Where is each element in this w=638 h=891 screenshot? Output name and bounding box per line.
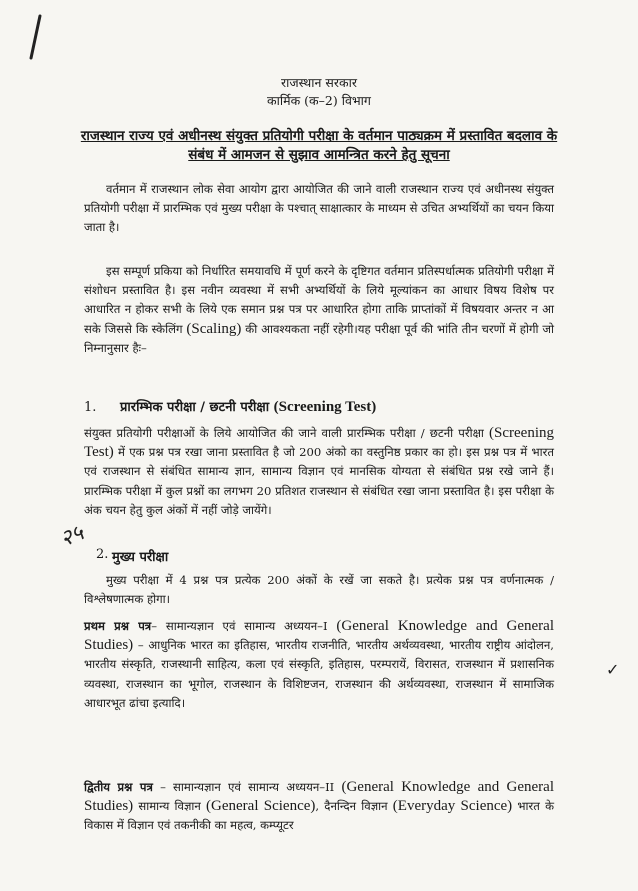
paper2-text-b: सामान्य विज्ञान bbox=[133, 799, 207, 814]
section2-title: मुख्य परीक्षा bbox=[112, 550, 169, 565]
section1-text-b: में एक प्रश्न पत्र रखा जाना प्रस्तावित है जो 200 अंको का वस्तुनिष्ठ प्रकार का हो। इस प्रश्न पत्र में भारत एवं राजस्थान से संबंधित सामान्य ज्ञान, सामान्य विज्ञान एवं मानसिक योग्यता से संबंधित प्रश्न रखे जाने हैं। प्रारम्भिक परीक्षा में कुल प्रश्नों का लगभग 20 प्रतिशत राजस्थान से संबंधित रखा जाना प्रस्तावित है। इस परीक्षा के अंक चयन हेतु कुल अंकों में नहीं जोड़े जायेंगे। bbox=[84, 445, 554, 517]
paper2-text-latin1: (General Knowledge and General Studies) bbox=[84, 779, 554, 815]
notice-title: राजस्थान राज्य एवं अधीनस्थ संयुक्त प्रतियोगी परीक्षा के वर्तमान पाठ्यक्रम में प्रस्तावित बदलाव के संबंध में आमजन से सुझाव आमन्त्रित करने हेतु सूचना bbox=[80, 128, 558, 163]
handwritten-slash-mark bbox=[29, 14, 41, 60]
paper2-text-d: भारत के विकास में विज्ञान एवं तकनीकी का महत्व, कम्प्यूटर bbox=[84, 799, 554, 833]
section1-text-a: संयुक्त प्रतियोगी परीक्षाओं के लिये आयोजित की जाने वाली प्रारम्भिक परीक्षा / छटनी परीक्षा bbox=[84, 426, 490, 440]
paper1-text-b: – आधुनिक भारत का इतिहास, भारतीय राजनीति, भारतीय अर्थव्यवस्था, भारतीय राष्ट्रीय आंदोलन, भारतीय संस्कृति, राजस्थानी साहित्य, कला एवं संस्कृति, इतिहास, परम्परायें, विरासत, राजस्थान में प्रशासनिक व्यवस्था, राजस्थान का भूगोल, राजस्थान के विशिष्टजन, राजस्थान की अर्थव्यवस्था, राजस्थान में सामाजिक आधारभूत ढांचा इत्यादि। bbox=[84, 638, 555, 710]
process-text-b: की आवश्यकता नहीं रहेगी।यह परीक्षा पूर्व की भांति तीन चरणों में होगी जो निम्नानुसार हैः– bbox=[84, 321, 555, 355]
process-paragraph bbox=[84, 262, 554, 358]
process-text-a: इस सम्पूर्ण प्रकिया को निर्धारित समयावधि में पूर्ण करने के दृष्टिगत वर्तमान प्रतिस्पर्धात्मक प्रतियोगी परीक्षा में संशोधन प्रस्तावित है। इस नवीन व्यवस्था में सभी अभ्यर्थियों के लिये मूल्यांकन का आधार विषय विशेष पर आधारित न होकर सभी के लिये एक समान प्रश्न पत्र पर आधारित होगा ताकि प्राप्तांकों में विषयवार अन्तर न आ सके जिससे कि स्केलिंग bbox=[84, 264, 554, 336]
header-department: कार्मिक (क–2) विभाग bbox=[267, 93, 371, 108]
section2-heading bbox=[96, 547, 169, 565]
handwritten-annotation: २५ bbox=[56, 520, 88, 553]
paper2-label: द्वितीय प्रश्न पत्र bbox=[84, 780, 153, 794]
paper1-text-a: – सामान्यज्ञान एवं सामान्य अध्ययन–I bbox=[151, 619, 337, 633]
handwritten-tick-mark: ✓ bbox=[606, 660, 620, 679]
paper2-text-latin3: (Everyday Science) bbox=[392, 798, 513, 815]
intro-paragraph: वर्तमान में राजस्थान लोक सेवा आयोग द्वारा आयोजित की जाने वाली राजस्थान राज्य एवं अधीनस्थ संयुक्त प्रतियोगी परीक्षा में प्रारम्भिक एवं मुख्य परीक्षा के पश्चात् साक्षात्कार के माध्यम से उचित अभ्यर्थियों का चयन किया जाता है। bbox=[84, 182, 554, 235]
section1-text-latin: (Screening Test) bbox=[84, 425, 554, 461]
header-government: राजस्थान सरकार bbox=[281, 75, 357, 90]
section1-number: 1. bbox=[84, 400, 97, 415]
process-text-latin: (Scaling) bbox=[186, 320, 242, 337]
paper2-paragraph bbox=[84, 778, 554, 836]
section1-title-latin: (Screening Test) bbox=[273, 399, 377, 415]
section1-title: प्रारम्भिक परीक्षा / छटनी परीक्षा bbox=[120, 400, 274, 415]
paper2-text-a: – सामान्यज्ञान एवं सामान्य अध्ययन–II bbox=[152, 780, 342, 794]
paper1-text-latin: (General Knowledge and General Studies) bbox=[84, 618, 554, 654]
section1-paragraph bbox=[84, 424, 554, 520]
paper1-label: प्रथम प्रश्न पत्र bbox=[84, 619, 152, 633]
section2-number: 2. bbox=[96, 547, 109, 562]
section2-paragraph: मुख्य परीक्षा में 4 प्रश्न पत्र प्रत्येक 200 अंकों के रखें जा सकते है। प्रत्येक प्रश्न पत्र वर्णनात्मक / विश्लेषणात्मक होगा। bbox=[84, 573, 554, 607]
paper2-text-c: , दैनन्दिन विज्ञान bbox=[315, 799, 393, 814]
paper2-text-latin2: (General Science) bbox=[206, 798, 316, 815]
section1-heading bbox=[84, 397, 376, 416]
paper1-paragraph bbox=[84, 617, 554, 713]
